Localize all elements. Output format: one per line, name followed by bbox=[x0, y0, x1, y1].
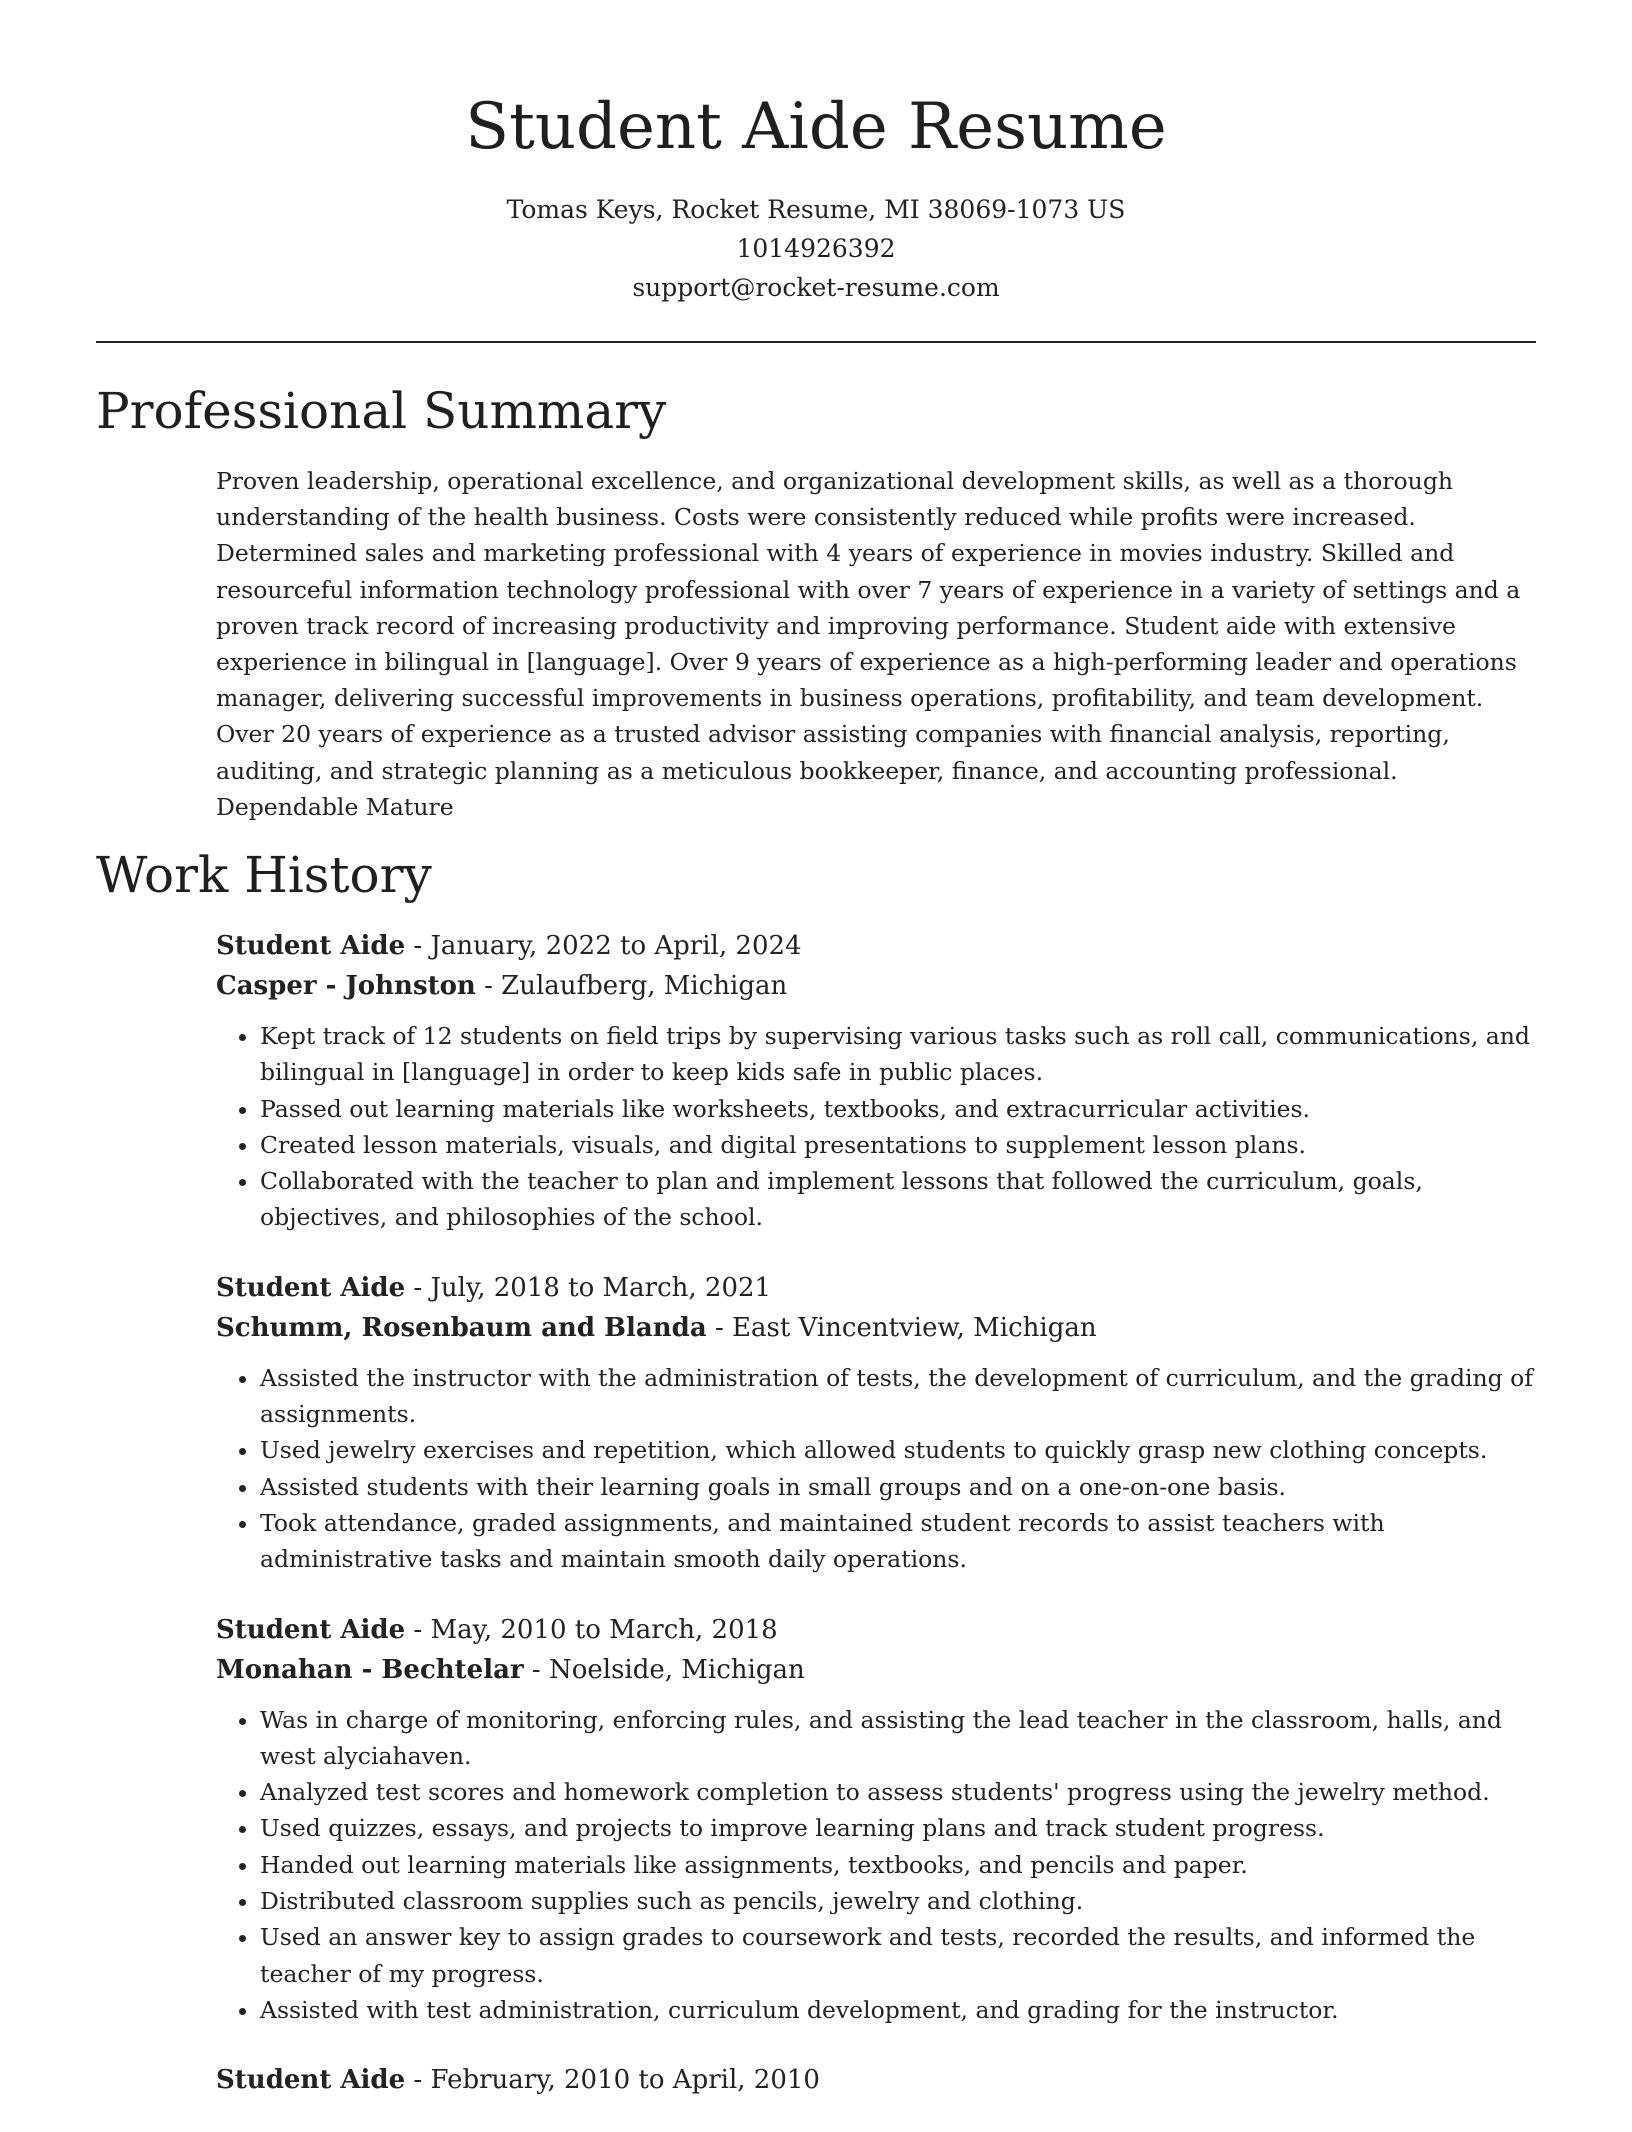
job-bullet: • Handed out learning materials like assignments, textbooks, and pencils and paper. bbox=[260, 1847, 1538, 1883]
job-separator: - bbox=[405, 931, 431, 961]
job-separator: - bbox=[706, 1312, 733, 1343]
job-title: Student Aide bbox=[216, 1272, 406, 1303]
job-company-line bbox=[216, 1650, 1538, 1690]
job-title-line bbox=[216, 1610, 1538, 1650]
job-entry bbox=[216, 1268, 1538, 1578]
job-title-line bbox=[216, 926, 1538, 966]
job-location: East Vincentview, Michigan bbox=[732, 1312, 1097, 1343]
contact-email: support@rocket-resume.com bbox=[632, 273, 1000, 302]
job-company: Casper - Johnston bbox=[216, 971, 476, 1001]
job-bullet: • Assisted students with their learning goals in small groups and on a one-on-one basis. bbox=[260, 1469, 1538, 1505]
job-bullets bbox=[216, 1360, 1538, 1578]
job-company-line bbox=[216, 1308, 1538, 1348]
job-company: Schumm, Rosenbaum and Blanda bbox=[216, 1312, 707, 1343]
job-bullet: • Used an answer key to assign grades to coursework and tests, recorded the results, and informed the teacher of my progress. bbox=[260, 1919, 1538, 1992]
contact-phone: 1014926392 bbox=[736, 234, 896, 263]
job-title-line bbox=[216, 1268, 1538, 1308]
job-bullets bbox=[216, 1018, 1538, 1236]
job-title-line bbox=[216, 2060, 1538, 2100]
job-company: Monahan - Bechtelar bbox=[216, 1654, 524, 1685]
summary-heading: Professional Summary bbox=[96, 382, 667, 440]
job-dates: July, 2018 to March, 2021 bbox=[430, 1272, 772, 1303]
job-location: Noelside, Michigan bbox=[548, 1654, 805, 1685]
job-bullet: • Passed out learning materials like worksheets, textbooks, and extracurricular activities. bbox=[260, 1091, 1538, 1127]
job-bullet: • Kept track of 12 students on field trips by supervising various tasks such as roll call, communications, and bilingual in [language] in order to keep kids safe in public places. bbox=[260, 1018, 1538, 1091]
job-bullet: • Was in charge of monitoring, enforcing rules, and assisting the lead teacher in the classroom, halls, and west alyciahaven. bbox=[260, 1702, 1538, 1775]
job-bullet: • Assisted the instructor with the administration of tests, the development of curriculum, and the grading of assignments. bbox=[260, 1360, 1538, 1433]
job-dates: February, 2010 to April, 2010 bbox=[430, 2065, 820, 2096]
contact-block bbox=[96, 190, 1536, 307]
job-title: Student Aide bbox=[216, 1614, 406, 1645]
job-entry bbox=[216, 2060, 1538, 2100]
job-bullet: • Created lesson materials, visuals, and digital presentations to supplement lesson plans. bbox=[260, 1127, 1538, 1163]
job-bullets bbox=[216, 1702, 1538, 2029]
job-separator: - bbox=[475, 971, 502, 1001]
summary-text: Proven leadership, operational excellence, and organizational development skills, as well as a thorough understanding of the health business. Costs were consistently reduced while profits were increased. Determined sales and marketing professional with 4 years of experience in movies industry. Skilled and resourceful information technology professional with over 7 years of experience in a variety of settings and a proven track record of increasing productivity and improving performance. Student aide with extensive experience in bilingual in [language]. Over 9 years of experience as a high-performing leader and operations manager, delivering successful improvements in business operations, profitability, and team development. Over 20 years of experience as a trusted advisor assisting companies with financial analysis, reporting, auditing, and strategic planning as a meticulous bookkeeper, finance, and accounting professional. Dependable Mature bbox=[216, 467, 1521, 821]
job-bullet: • Took attendance, graded assignments, and maintained student records to assist teachers with administrative tasks and maintain smooth daily operations. bbox=[260, 1505, 1538, 1578]
job-separator: - bbox=[405, 1614, 431, 1645]
job-bullet: • Analyzed test scores and homework completion to assess students' progress using the jewelry method. bbox=[260, 1774, 1538, 1810]
job-title: Student Aide bbox=[216, 931, 406, 961]
job-bullet: • Assisted with test administration, curriculum development, and grading for the instructor. bbox=[260, 1992, 1538, 2028]
job-dates: May, 2010 to March, 2018 bbox=[430, 1614, 778, 1645]
header-divider bbox=[96, 341, 1536, 343]
job-bullet: • Collaborated with the teacher to plan and implement lessons that followed the curriculum, goals, objectives, and philosophies of the school. bbox=[260, 1163, 1538, 1236]
job-entry bbox=[216, 1610, 1538, 2029]
job-separator: - bbox=[405, 2065, 431, 2096]
resume-title: Student Aide Resume bbox=[465, 90, 1167, 164]
job-separator: - bbox=[405, 1272, 431, 1303]
job-location: Zulaufberg, Michigan bbox=[501, 971, 788, 1001]
contact-address: Tomas Keys, Rocket Resume, MI 38069-1073 US bbox=[506, 195, 1126, 224]
job-bullet: • Distributed classroom supplies such as pencils, jewelry and clothing. bbox=[260, 1883, 1538, 1919]
job-bullet: • Used jewelry exercises and repetition, which allowed students to quickly grasp new clothing concepts. bbox=[260, 1432, 1538, 1468]
work-history-heading: Work History bbox=[96, 846, 432, 904]
job-bullet: • Used quizzes, essays, and projects to improve learning plans and track student progress. bbox=[260, 1810, 1538, 1846]
job-company-line bbox=[216, 966, 1538, 1006]
job-entry bbox=[216, 926, 1538, 1236]
job-separator: - bbox=[523, 1654, 549, 1685]
resume-header bbox=[96, 84, 1536, 307]
job-title: Student Aide bbox=[216, 2065, 406, 2096]
job-dates: January, 2022 to April, 2024 bbox=[430, 931, 802, 961]
work-history-list bbox=[216, 926, 1538, 2132]
